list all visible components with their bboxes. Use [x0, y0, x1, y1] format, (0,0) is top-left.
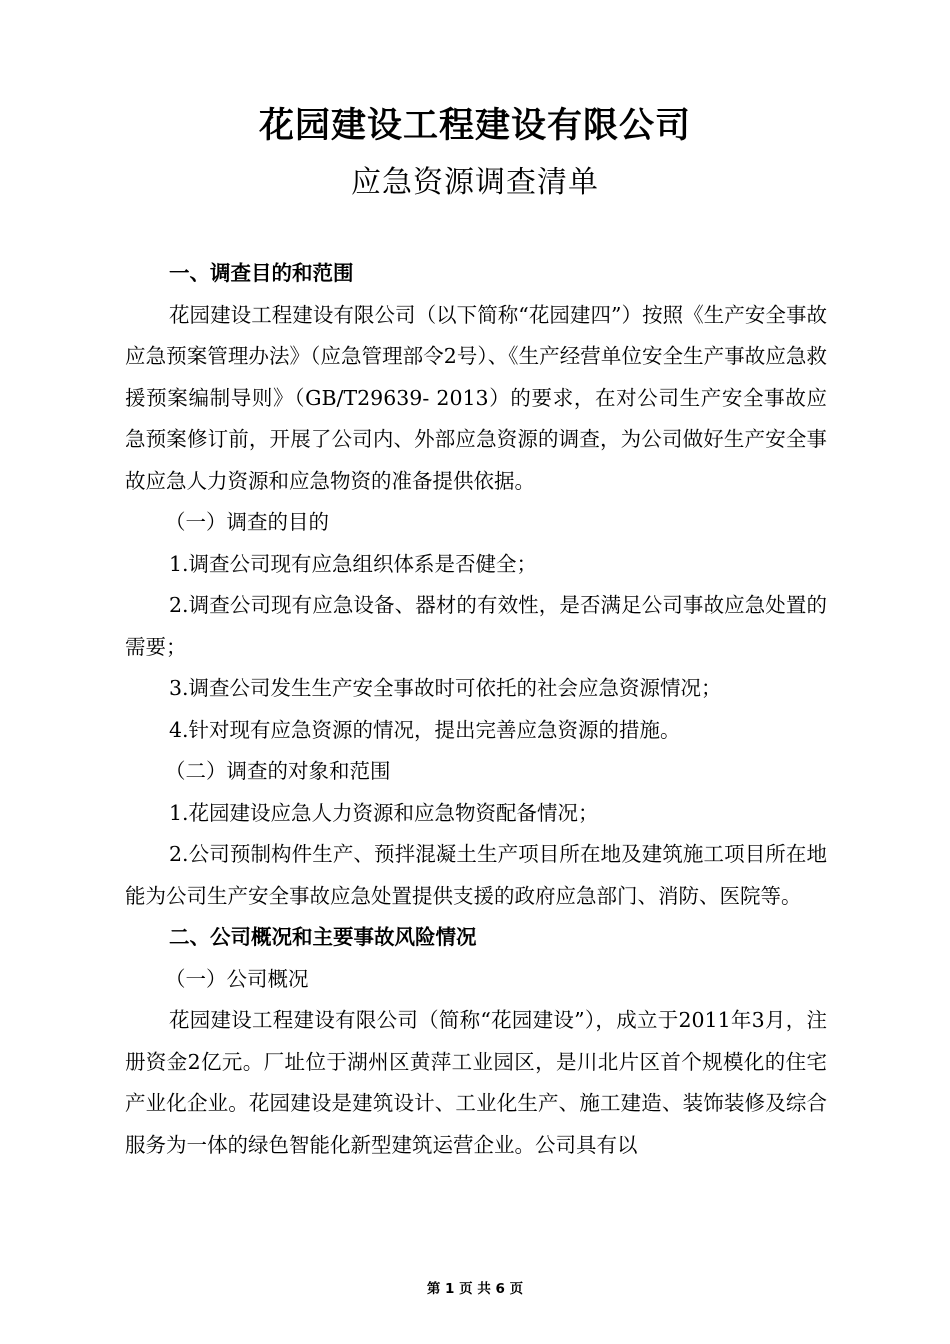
list-item: 2.公司预制构件生产、预拌混凝土生产项目所在地及建筑施工项目所在地能为公司生产安全事故应急处置提供支援的政府应急部门、消防、医院等。 [125, 842, 827, 908]
list-item: 4.针对现有应急资源的情况，提出完善应急资源的措施。 [169, 717, 681, 742]
document-title: 花园建设工程建设有限公司 [258, 106, 691, 146]
subheading-overview: （一）公司概况 [165, 966, 309, 991]
overview-paragraph: 花园建设工程建设有限公司（简称“花园建设”），成立于2011年3月，注册资金2亿元。厂址位于湖州区黄萍工业园区，是川北片区首个规模化的住宅产业化企业。花园建设是建筑设计、工业化生产、施工建造、装饰装修及综合服务为一体的绿色智能化新型建筑运营企业。公司具有以 [125, 1008, 827, 1157]
list-item: 1.花园建设应急人力资源和应急物资配备情况； [169, 800, 599, 825]
section-heading-2: 二、公司概况和主要事故风险情况 [169, 925, 477, 949]
document-body [125, 253, 827, 1166]
list-item: 1.调查公司现有应急组织体系是否健全； [169, 551, 538, 576]
section-heading-1: 一、调查目的和范围 [169, 261, 354, 285]
document-subtitle: 应急资源调查清单 [351, 165, 599, 200]
list-item: 2.调查公司现有应急设备、器材的有效性，是否满足公司事故应急处置的需要； [125, 593, 827, 659]
list-item: 3.调查公司发生生产安全事故时可依托的社会应急资源情况； [169, 676, 722, 700]
intro-paragraph: 花园建设工程建设有限公司（以下简称“花园建四”）按照《生产安全事故应急预案管理办法》（应急管理部令2号）、《生产经营单位安全生产事故应急救援预案编制导则》（GB/T29639- 2013）的要求，在对公司生产安全事故应急预案修订前，开展了公司内、外部应急资源的调查，为公司做好生产安全事故应急人力资源和应急物资的准备提供依据。 [125, 302, 827, 493]
subheading-purpose: （一）调查的目的 [165, 510, 329, 534]
page-number-footer: 第 1 页 共 6 页 [426, 1281, 524, 1297]
subheading-scope: （二）调查的对象和范围 [165, 759, 391, 783]
